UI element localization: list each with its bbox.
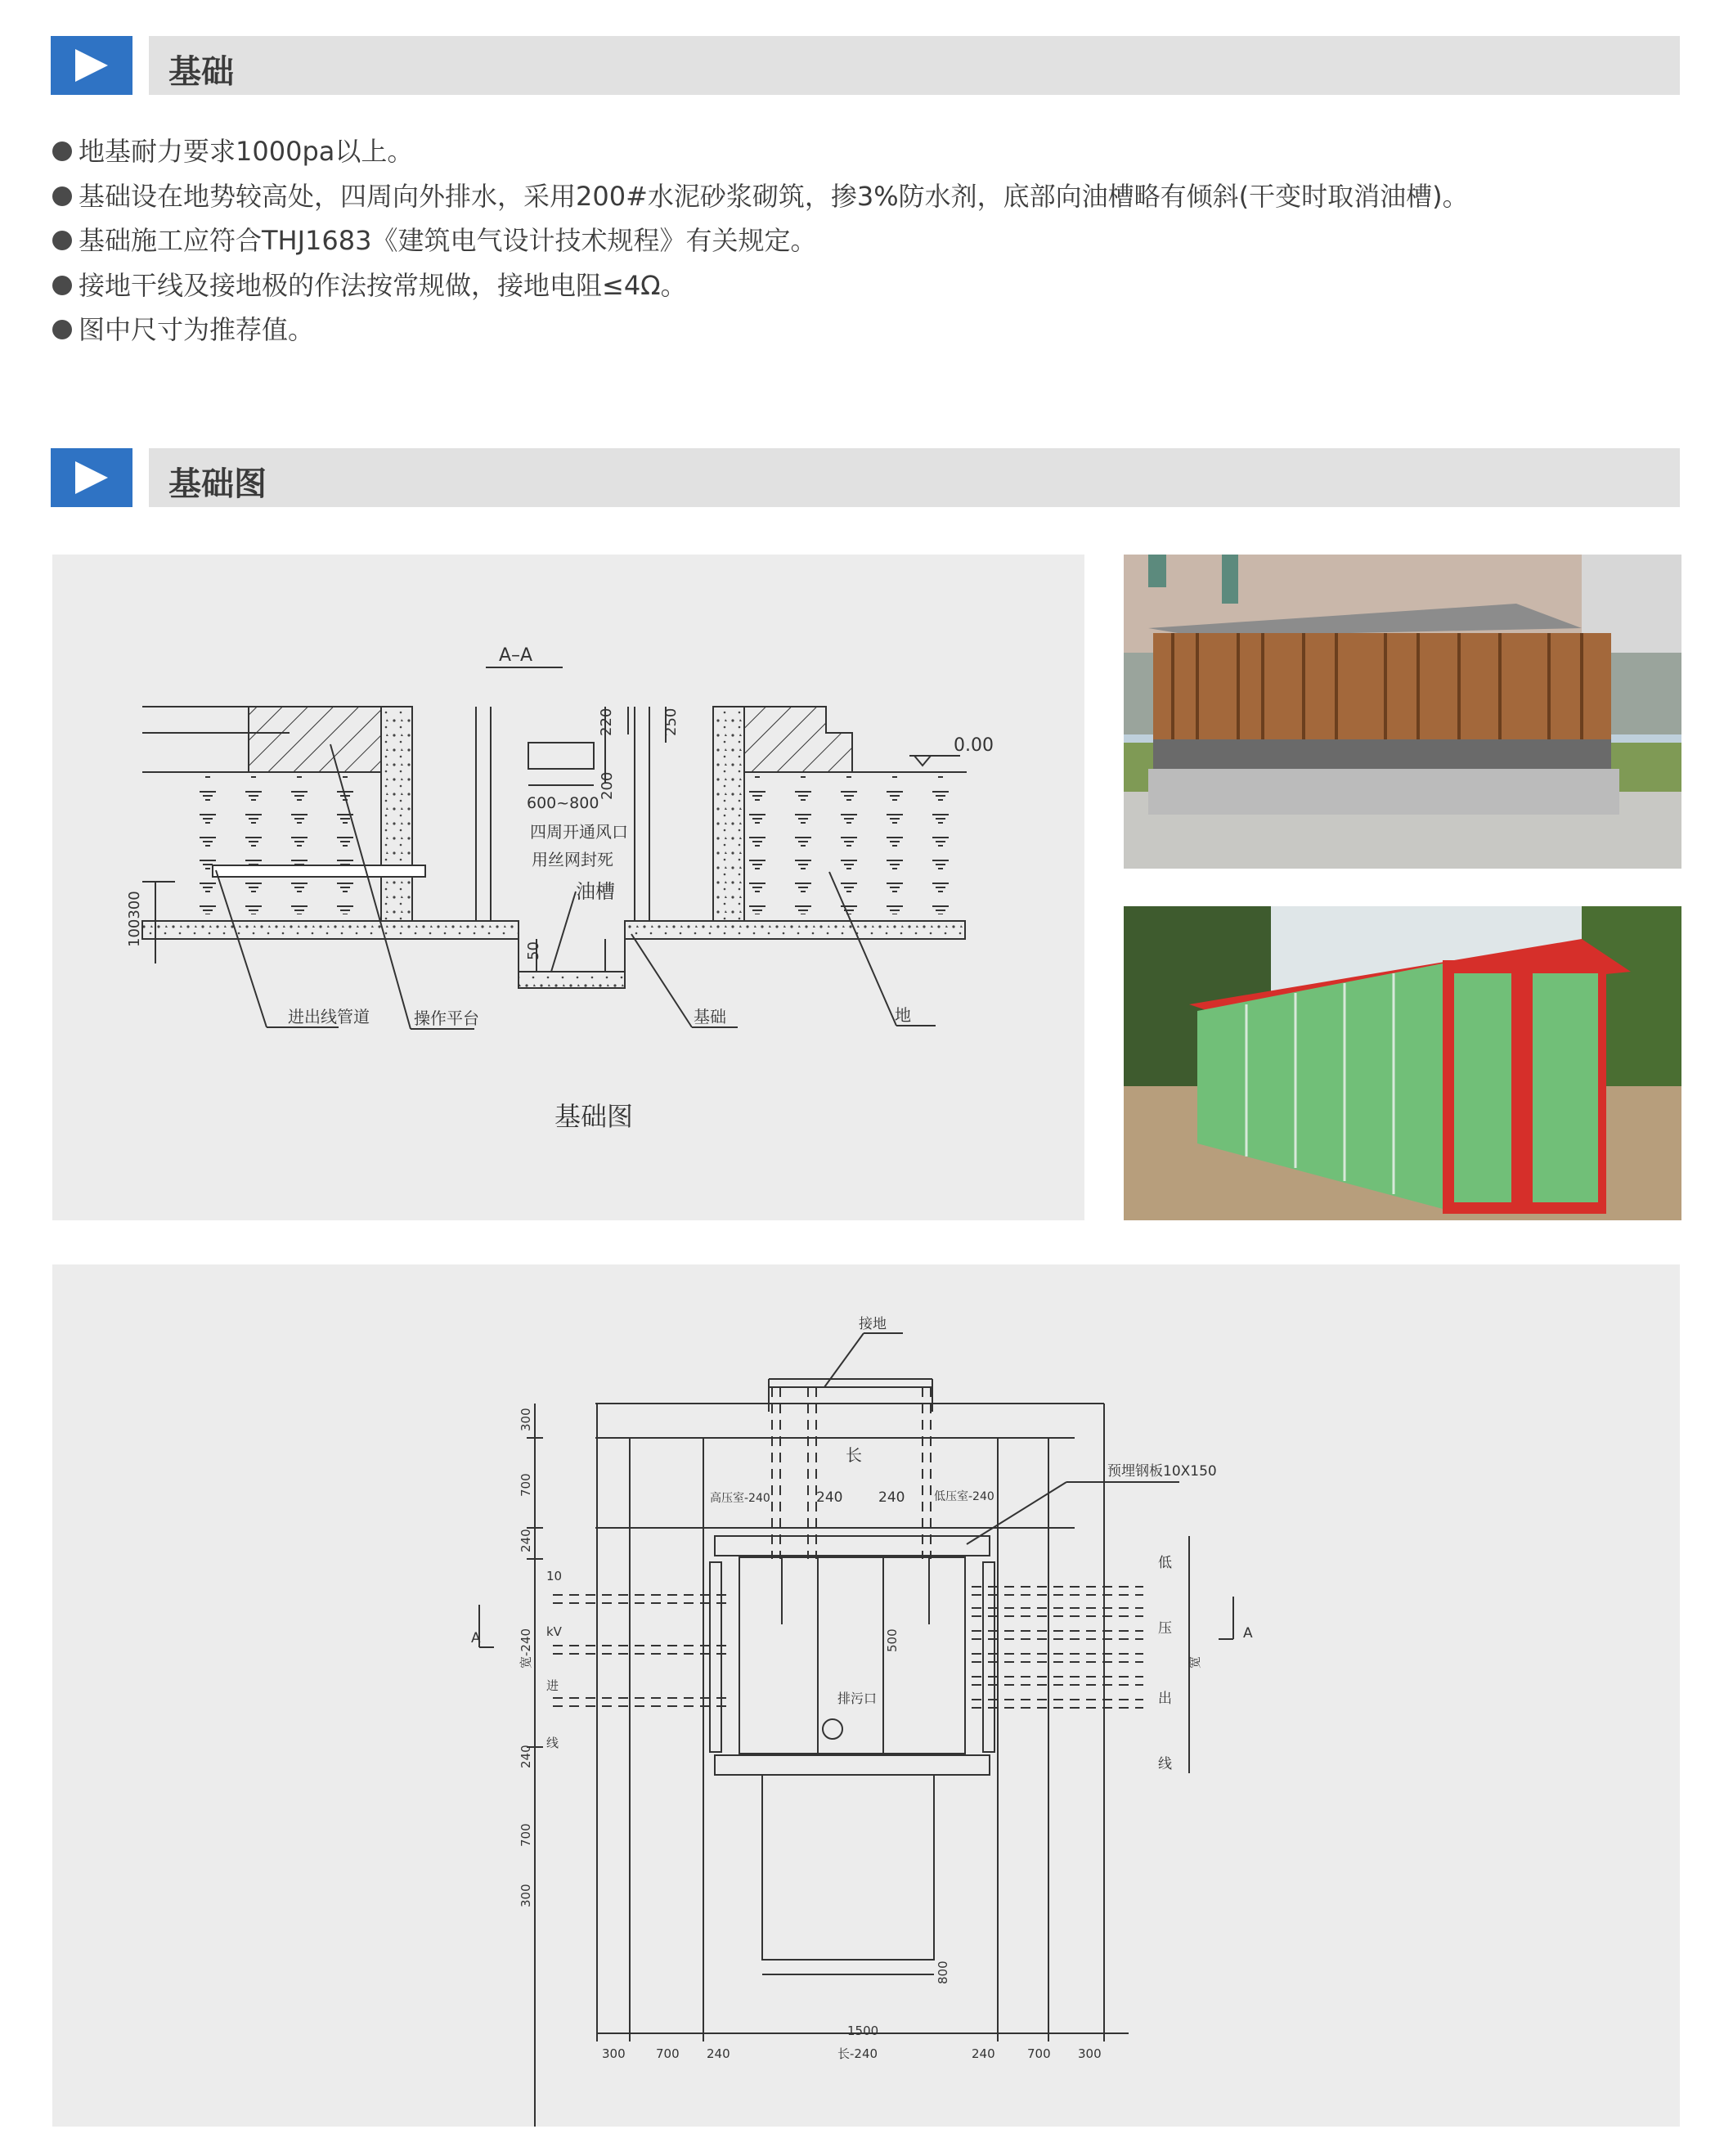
requirements-list (51, 129, 1670, 353)
callout-conduit: 进出线管道 (288, 1007, 370, 1026)
play-icon (51, 448, 132, 507)
section-title: 基础 (168, 53, 234, 91)
dim-600-800: 600~800 (527, 794, 599, 812)
grounding-label: 接地 (859, 1316, 887, 1332)
hv-in-3: 进 (546, 1678, 559, 1693)
substation-wood-image (1124, 555, 1681, 869)
dim-700-top: 700 (519, 1473, 533, 1497)
dim-300-bottom: 300 (519, 1884, 533, 1907)
drawing-caption: 基础图 (554, 1101, 634, 1132)
note-text: 图中尺寸为推荐值。 (79, 314, 315, 345)
section-a-a-drawing (52, 555, 1084, 1220)
length-label: 长 (846, 1445, 862, 1465)
callout-foundation: 基础 (694, 1007, 726, 1026)
bullet-icon (52, 276, 72, 295)
list-item (51, 263, 1670, 308)
foundation-plan-drawing (52, 1264, 1680, 2127)
hv-in-1: 10 (546, 1569, 563, 1583)
vent-note-2: 用丝网封死 (532, 850, 613, 869)
callout-ground: 地 (895, 1005, 911, 1025)
bullet-icon (52, 320, 72, 339)
dim-500: 500 (885, 1628, 900, 1652)
dim-1500: 1500 (847, 2023, 879, 2038)
list-item (51, 218, 1670, 263)
bullet-icon (52, 141, 72, 161)
dim-250: 250 (662, 707, 680, 736)
hv-room-label: 高压室-240 (710, 1492, 770, 1505)
list-item (51, 129, 1670, 174)
dim-800: 800 (936, 1961, 950, 1984)
list-item (51, 174, 1670, 219)
hv-in-2: kV (546, 1624, 562, 1639)
dim-200: 200 (599, 771, 616, 800)
lv-out-1: 低 (1158, 1555, 1172, 1571)
drain-label: 排污口 (837, 1691, 878, 1706)
list-item (51, 308, 1670, 353)
note-text: 地基耐力要求1000pa以上。 (79, 136, 414, 167)
dim-700-right: 700 (1027, 2046, 1051, 2061)
substation-green-image (1124, 906, 1681, 1220)
section-title-bar (149, 36, 1680, 95)
section-drawing-panel (52, 555, 1084, 1220)
dim-width-240: 宽-240 (519, 1628, 533, 1669)
oil-tank-label: 油槽 (576, 880, 615, 903)
width-label: 宽 (1187, 1655, 1202, 1669)
dim-300-right: 300 (1078, 2046, 1102, 2061)
dim-240-right: 240 (972, 2046, 995, 2061)
note-text: 基础施工应符合THJ1683《建筑电气设计技术规程》有关规定。 (79, 225, 817, 256)
vent-note-1: 四周开通风口 (530, 822, 628, 842)
play-icon (51, 36, 132, 95)
lv-out-3: 出 (1158, 1691, 1172, 1707)
dim-240-top: 240 (519, 1529, 533, 1552)
callout-platform: 操作平台 (414, 1008, 479, 1028)
dim-240-left: 240 (707, 2046, 730, 2061)
dim-240-a: 240 (816, 1489, 843, 1506)
dim-240-b: 240 (878, 1489, 905, 1506)
bullet-icon (52, 186, 72, 206)
note-text: 接地干线及接地极的作法按常规做，接地电阻≤4Ω。 (79, 269, 687, 301)
lv-out-2: 压 (1158, 1620, 1172, 1637)
steel-plate-label: 预埋钢板10X150 (1107, 1463, 1217, 1480)
dim-220: 220 (598, 707, 615, 736)
dim-300-top: 300 (519, 1408, 533, 1431)
dim-700-bottom: 700 (519, 1823, 533, 1847)
lv-room-label: 低压室-240 (934, 1490, 994, 1503)
dim-100300: 100300 (126, 891, 143, 947)
section-a-right: A (1243, 1625, 1253, 1642)
section-title-bar (149, 448, 1680, 507)
section-title: 基础图 (168, 465, 267, 503)
level-mark: 0.00 (954, 735, 994, 756)
section-label: A–A (499, 645, 533, 666)
plan-drawing-panel (52, 1264, 1680, 2127)
hv-in-4: 线 (546, 1736, 559, 1750)
section-header-foundation-drawing (0, 448, 1724, 507)
bullet-icon (52, 231, 72, 250)
dim-240-bottom: 240 (519, 1745, 533, 1768)
substation-photo-green (1124, 906, 1681, 1220)
lv-out-4: 线 (1158, 1756, 1172, 1772)
dim-length-240: 长-240 (837, 2046, 878, 2061)
substation-photo-wood (1124, 555, 1681, 869)
dim-700-left: 700 (656, 2046, 680, 2061)
note-text: 基础设在地势较高处，四周向外排水，采用200#水泥砂浆砌筑，掺3%防水剂，底部向油槽略有倾斜(干变时取消油槽)。 (79, 180, 1469, 212)
section-header-foundation (0, 36, 1724, 95)
dim-50: 50 (525, 941, 542, 960)
dim-300-left: 300 (602, 2046, 626, 2061)
section-a-left: A (471, 1630, 481, 1646)
